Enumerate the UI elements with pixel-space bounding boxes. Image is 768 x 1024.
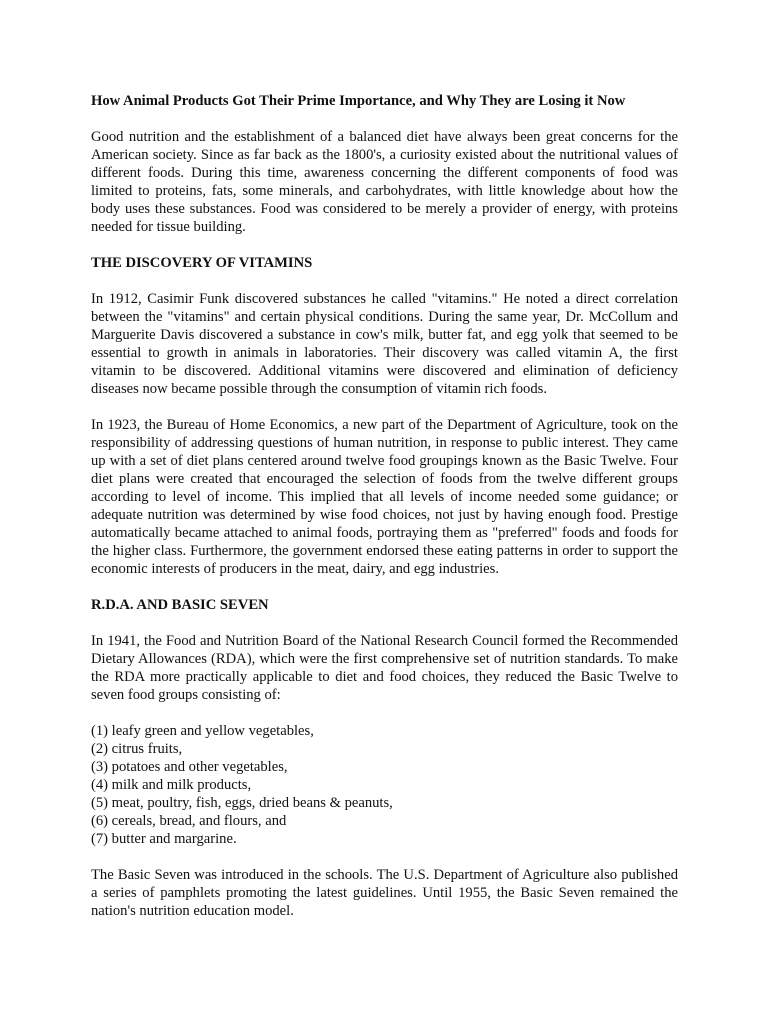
vitamins-paragraph-2: In 1923, the Bureau of Home Economics, a new part of the Department of Agriculture, took on the responsibility of addressing questions of human nutrition, in response to public interest. They came up with a set of diet plans centered around twelve food groupings known as the Basic Twelve. Four diet plans were created that encouraged the selection of foods from the twelve different groups according to level of income. This implied that all levels of income needed some guidance; or adequate nutrition was determined by wise food choices, not just by having enough food. Prestige automatically became attached to animal foods, portraying them as "preferred" foods and foods for the higher class. Furthermore, the government endorsed these eating patterns in order to support the economic interests of producers in the meat, dairy, and egg industries.: [91, 417, 678, 577]
rda-closing-paragraph: The Basic Seven was introduced in the schools. The U.S. Department of Agriculture also published a series of pamphlets promoting the latest guidelines. Until 1955, the Basic Seven remained the nation's nutrition education model.: [91, 867, 678, 919]
list-item: (2) citrus fruits,: [91, 741, 183, 757]
list-item: (7) butter and margarine.: [91, 831, 237, 847]
intro-paragraph: Good nutrition and the establishment of a balanced diet have always been great concerns for the American society. Since as far back as the 1800's, a curiosity existed about the nutritional values of different foods. During this time, awareness concerning the different components of food was limited to proteins, fats, some minerals, and carbohydrates, with little knowledge about how the body uses these substances. Food was considered to be merely a provider of energy, with proteins needed for tissue building.: [91, 129, 678, 235]
section-heading-vitamins: THE DISCOVERY OF VITAMINS: [91, 255, 313, 271]
document-title: How Animal Products Got Their Prime Importance, and Why They are Losing it Now: [91, 93, 626, 109]
section-heading-rda: R.D.A. AND BASIC SEVEN: [91, 597, 269, 613]
list-item: (6) cereals, bread, and flours, and: [91, 813, 287, 829]
vitamins-paragraph-1: In 1912, Casimir Funk discovered substances he called "vitamins." He noted a direct correlation between the "vitamins" and certain physical conditions. During the same year, Dr. McCollum and Marguerite Davis discovered a substance in cow's milk, butter fat, and egg yolk that seemed to be essential to growth in animals in laboratories. Their discovery was called vitamin A, the first vitamin to be discovered. Additional vitamins were discovered and elimination of deficiency diseases now became possible through the consumption of vitamin rich foods.: [91, 291, 678, 397]
rda-paragraph-1: In 1941, the Food and Nutrition Board of the National Research Council formed the Recommended Dietary Allowances (RDA), which were the first comprehensive set of nutrition standards. To make the RDA more practically applicable to diet and food choices, they reduced the Basic Twelve to seven food groups consisting of:: [91, 633, 678, 703]
document-page: [91, 92, 678, 938]
list-item: (1) leafy green and yellow vegetables,: [91, 723, 314, 739]
list-item: (3) potatoes and other vegetables,: [91, 759, 288, 775]
list-item: (5) meat, poultry, fish, eggs, dried beans & peanuts,: [91, 795, 393, 811]
list-item: (4) milk and milk products,: [91, 777, 252, 793]
food-group-list: [91, 722, 678, 848]
